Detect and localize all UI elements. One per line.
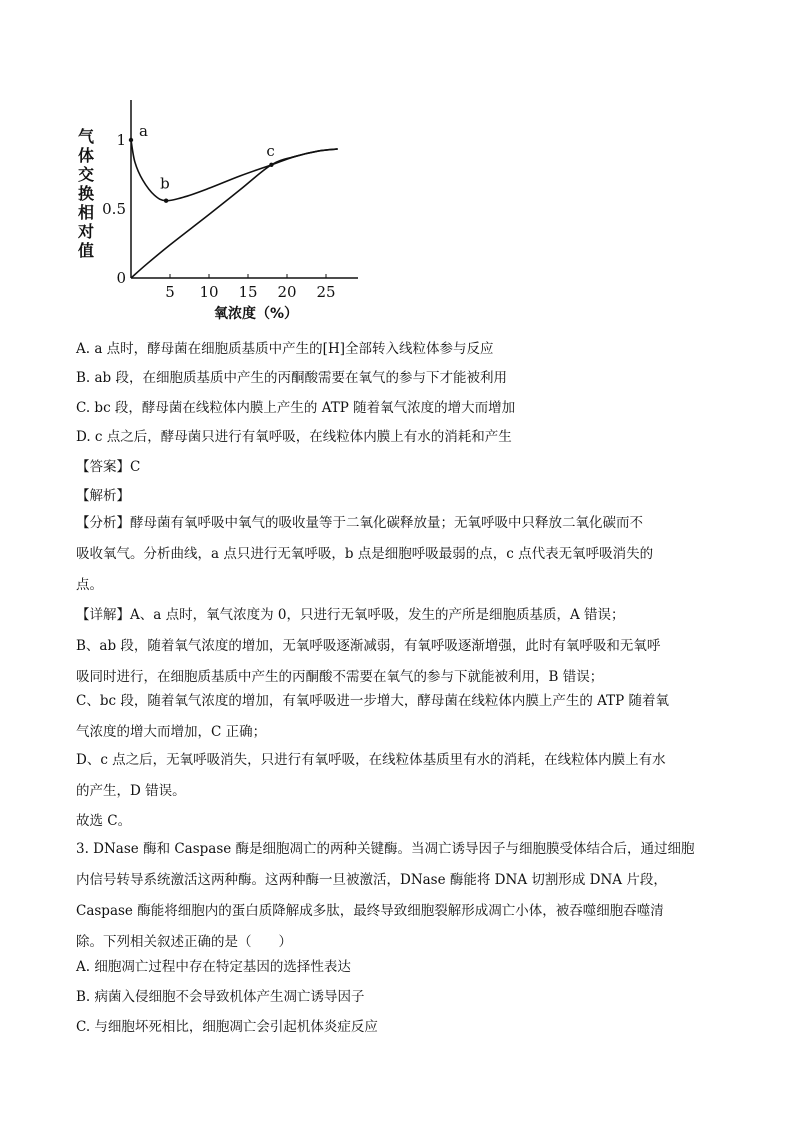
option-b: B. ab 段，在细胞质基质中产生的丙酮酸需要在氧气的参与下才能被利用 (76, 370, 507, 386)
text-line: 内信号转导系统激活这两种酶。这两种酶一旦被激活，DNase 酶能将 DNA 切割形成 DNA 片段， (76, 872, 667, 888)
text-line: 的产生，D 错误。 (76, 783, 186, 799)
q3-option-a: A. 细胞凋亡过程中存在特定基因的选择性表达 (76, 959, 351, 975)
text-line: 除。下列相关叙述正确的是（ ） (76, 934, 292, 950)
text-line: 【分析】酵母菌有氧呼吸中氧气的吸收量等于二氧化碳释放量；无氧呼吸中只释放二氧化碳而不 (76, 515, 643, 531)
analysis-title: 【解析】 (76, 488, 130, 504)
y-tick-label: 1 (116, 131, 126, 149)
x-tick-label: 10 (199, 283, 219, 301)
q3-option-b: B. 病菌入侵细胞不会导致机体产生凋亡诱导因子 (76, 989, 365, 1005)
text-line: 气浓度的增大而增加，C 正确； (76, 724, 267, 740)
text-line: Caspase 酶能将细胞内的蛋白质降解成多肽，最终导致细胞裂解形成凋亡小体，被吞噬细胞吞噬清 (76, 903, 664, 919)
y-axis-label (77, 127, 95, 260)
detail-d (76, 745, 716, 807)
text-line: 3. DNase 酶和 Caspase 酶是细胞凋亡的两种关键酶。当凋亡诱导因子与细胞膜受体结合后，通过细胞 (76, 841, 695, 857)
detail-a (76, 600, 716, 631)
point-b (164, 199, 168, 203)
q3-option-c: C. 与细胞坏死相比，细胞凋亡会引起机体炎症反应 (76, 1019, 378, 1035)
text-line: 吸同时进行，在细胞质基质中产生的丙酮酸不需要在氧气的参与下就能被利用，B 错误； (76, 669, 604, 685)
y-axis-label-char: 体 (78, 146, 95, 165)
y-axis-label-char: 相 (78, 203, 95, 222)
analysis-paragraph (76, 508, 716, 601)
y-axis-label-char: 值 (78, 241, 95, 260)
detail-c (76, 686, 716, 748)
x-tick-label: 15 (238, 283, 258, 301)
point-c (269, 163, 273, 167)
point-a (129, 138, 133, 142)
y-axis-label-char: 交 (78, 165, 95, 184)
text-line: C、bc 段，随着氧气浓度的增加，有氧呼吸进一步增大，酵母菌在线粒体内膜上产生的 ATP 随着氧 (76, 693, 670, 709)
point-c-label: c (266, 141, 275, 160)
text-line: 点。 (76, 577, 103, 593)
point-b-label: b (160, 174, 170, 193)
x-tick-label: 20 (277, 283, 297, 301)
option-a: A. a 点时，酵母菌在细胞质基质中产生的[H]全部转入线粒体参与反应 (76, 341, 494, 357)
x-tick-label: 25 (316, 283, 336, 301)
y-axis-label-char: 气 (78, 127, 95, 146)
point-a-label: a (139, 122, 148, 140)
text-line: 【详解】A、a 点时，氧气浓度为 0，只进行无氧呼吸，发生的产所是细胞质基质，A 错误； (76, 607, 625, 623)
text-line: B、ab 段，随着氧气浓度的增加，无氧呼吸逐渐减弱，有氧呼吸逐渐增强，此时有氧呼吸和无氧呼 (76, 638, 661, 654)
answer: 【答案】C (76, 459, 141, 475)
question-3-stem (76, 834, 716, 958)
x-axis-label: 氧浓度（%） (213, 306, 299, 322)
option-c: C. bc 段，酵母菌在线粒体内膜上产生的 ATP 随着氧气浓度的增大而增加 (76, 400, 516, 416)
y-axis-label-char: 对 (78, 222, 95, 241)
y-tick-label: 0.5 (102, 200, 126, 218)
text-line: D、c 点之后，无氧呼吸消失，只进行有氧呼吸，在线粒体基质里有水的消耗，在线粒体内膜上有水 (76, 752, 666, 768)
y-axis-label-char: 换 (78, 184, 95, 203)
conclusion: 故选 C。 (76, 813, 132, 829)
option-d: D. c 点之后，酵母菌只进行有氧呼吸，在线粒体内膜上有水的消耗和产生 (76, 429, 512, 445)
series-2-line (131, 149, 338, 278)
text-line: 吸收氧气。分析曲线，a 点只进行无氧呼吸，b 点是细胞呼吸最弱的点，c 点代表无氧呼吸消失的 (76, 546, 654, 562)
gas-exchange-chart (70, 88, 370, 328)
x-tick-label: 5 (165, 283, 175, 301)
detail-b (76, 631, 716, 693)
y-tick-label: 0 (116, 269, 126, 287)
